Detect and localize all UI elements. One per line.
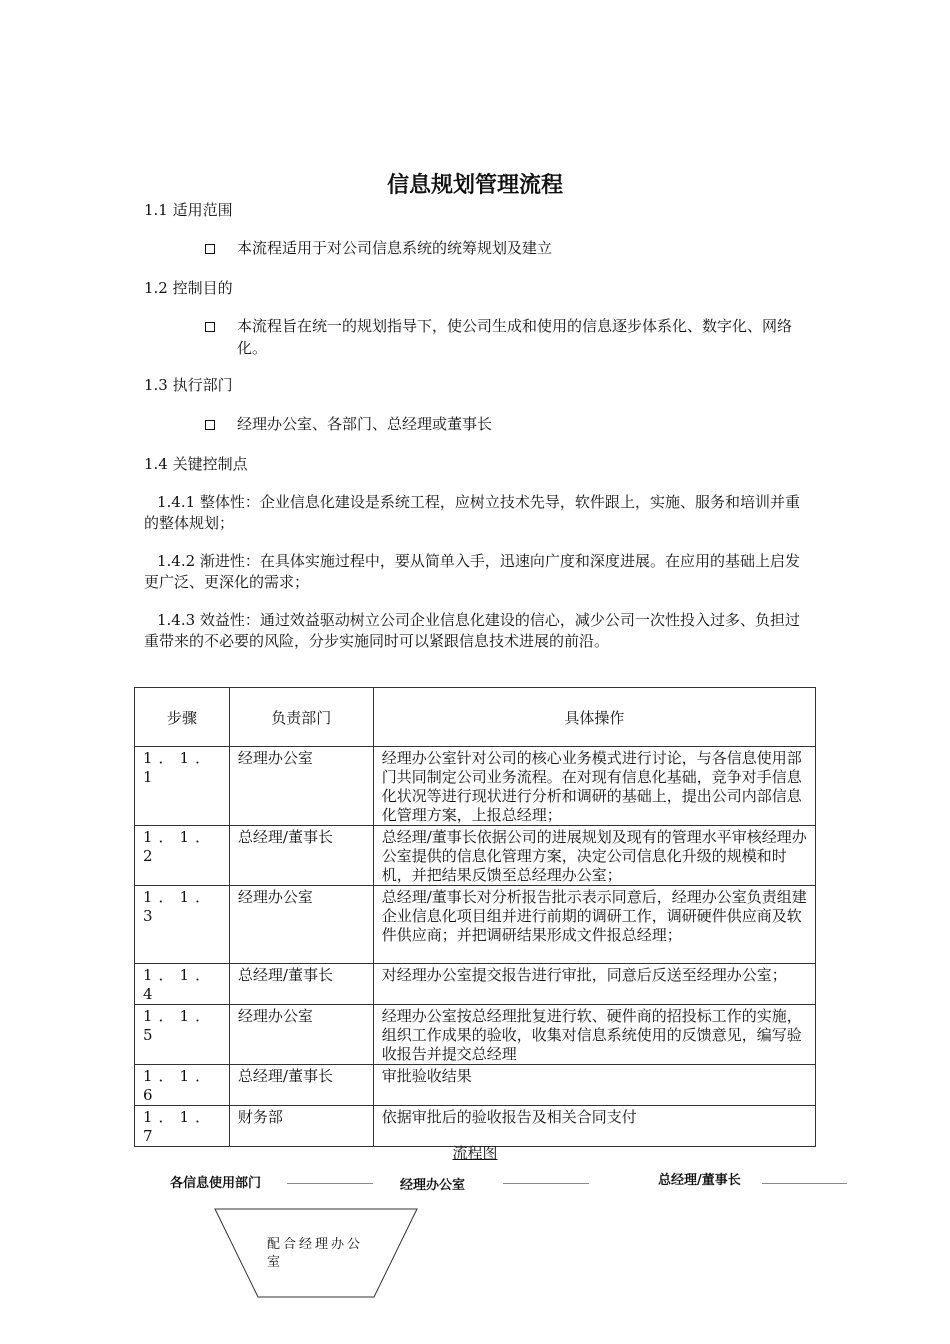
bullet-box-icon	[205, 244, 215, 254]
bullet-department	[205, 413, 805, 435]
table-row	[135, 1065, 816, 1106]
step-action: 依据审批后的验收报告及相关合同支付	[373, 1106, 815, 1147]
table-row	[135, 886, 816, 964]
step-department: 经理办公室	[229, 747, 373, 826]
table-row	[135, 826, 816, 886]
table-header-step: 步骤	[135, 688, 230, 747]
table-header-department: 负责部门	[229, 688, 373, 747]
flowchart-title: 流程图	[452, 1144, 498, 1162]
page-title: 信息规划管理流程	[386, 173, 563, 198]
table-row	[135, 747, 816, 826]
table-header-row	[135, 688, 816, 747]
bullet-text: 本流程适用于对公司信息系统的统筹规划及建立	[237, 239, 553, 257]
bullet-box-icon	[205, 420, 215, 430]
key-point-2: 1.4.2 渐进性：在具体实施过程中，要从简单入手，迅速向广度和深度进展。在应用的基础上启发更广泛、更深化的需求；	[144, 552, 800, 591]
bullet-box-icon	[205, 322, 215, 332]
lane-divider	[762, 1183, 847, 1184]
steps-table	[134, 687, 816, 1147]
step-action: 经理办公室按总经理批复进行软、硬件商的招投标工作的实施，组织工作成果的验收，收集对信息系统使用的反馈意见，编写验收报告并提交总经理	[373, 1005, 815, 1065]
table-header-action: 具体操作	[373, 688, 815, 747]
step-department: 经理办公室	[229, 1005, 373, 1065]
step-department: 总经理/董事长	[229, 826, 373, 886]
section-heading-department: 1.3 执行部门	[144, 376, 233, 394]
step-number: 1．1．3	[135, 886, 230, 964]
table-row	[135, 1005, 816, 1065]
section-heading-purpose: 1.2 控制目的	[144, 279, 233, 297]
table-row	[135, 1106, 816, 1147]
bullet-scope	[205, 237, 805, 259]
step-department: 总经理/董事长	[229, 1065, 373, 1106]
step-number: 1．1．6	[135, 1065, 230, 1106]
step-action: 经理办公室针对公司的核心业务模式进行讨论，与各信息使用部门共同制定公司业务流程。在对现有信息化基础，竞争对手信息化状况等进行现状进行分析和调研的基础上，提出公司内部信息化管理方案，上报总经理；	[373, 747, 815, 826]
bullet-text: 经理办公室、各部门、总经理或董事长	[237, 415, 493, 433]
step-number: 1．1．7	[135, 1106, 230, 1147]
step-department: 总经理/董事长	[229, 964, 373, 1005]
lane-divider	[287, 1183, 373, 1184]
step-number: 1．1．4	[135, 964, 230, 1005]
section-heading-scope: 1.1 适用范围	[144, 201, 233, 219]
table-row	[135, 964, 816, 1005]
step-department: 经理办公室	[229, 886, 373, 964]
bullet-purpose	[205, 315, 805, 359]
bullet-text: 本流程旨在统一的规划指导下，使公司生成和使用的信息逐步体系化、数字化、网络化。	[237, 317, 793, 357]
section-heading-key-points: 1.4 关键控制点	[144, 455, 248, 473]
step-department: 财务部	[229, 1106, 373, 1147]
step-number: 1．1．5	[135, 1005, 230, 1065]
step-number: 1．1．2	[135, 826, 230, 886]
key-point-1: 1.4.1 整体性：企业信息化建设是系统工程，应树立技术先导，软件跟上，实施、服务和培训并重的整体规划；	[144, 493, 800, 532]
step-action: 总经理/董事长对分析报告批示表示同意后，经理办公室负责组建企业信息化项目组并进行前期的调研工作，调研硬件供应商及软件供应商；并把调研结果形成文件报总经理；	[373, 886, 815, 964]
step-action: 审批验收结果	[373, 1065, 815, 1106]
lane-header-info-departments: 各信息使用部门	[170, 1176, 262, 1191]
step-number: 1．1．1	[135, 747, 230, 826]
lane-header-manager-office: 经理办公室	[400, 1178, 466, 1193]
lane-divider	[503, 1183, 589, 1184]
step-action: 总经理/董事长依据公司的进展规划及现有的管理水平审核经理办公室提供的信息化管理方案，决定公司信息化升级的规模和时机，并把结果反馈至总经理办公室；	[373, 826, 815, 886]
key-point-3: 1.4.3 效益性：通过效益驱动树立公司企业信息化建设的信心，减少公司一次性投入过多、负担过重带来的不必要的风险，分步实施同时可以紧跟信息技术进展的前沿。	[144, 611, 800, 650]
lane-header-gm-chairman: 总经理/董事长	[658, 1173, 741, 1188]
flowchart-first-step: 配合经理办公室	[267, 1237, 364, 1270]
step-action: 对经理办公室提交报告进行审批，同意后反送至经理办公室；	[373, 964, 815, 1005]
